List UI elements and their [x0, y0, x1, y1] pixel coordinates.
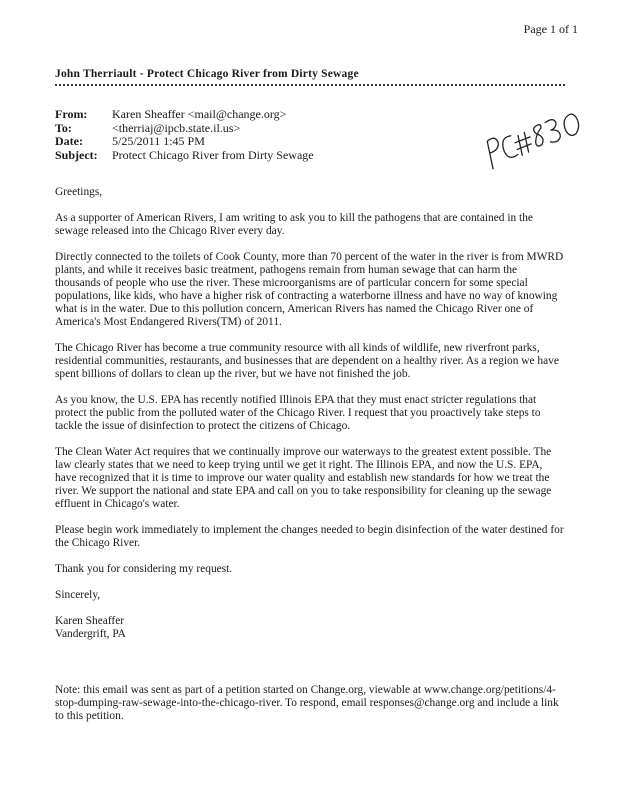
signer-location: Vandergrift, PA [55, 628, 126, 640]
greeting: Greetings, [55, 186, 103, 198]
body-paragraph: As you know, the U.S. EPA has recently notified Illinois EPA that they must enact stricter regulations that protect the public from the polluted water of the Chicago River. I request that you proactively take steps to tackle the issue of disinfection to protect the citizens of Chicago. [55, 394, 541, 432]
body-paragraph: As a supporter of American Rivers, I am writing to ask you to kill the pathogens that are contained in the sewage released into the Chicago River every day. [55, 212, 533, 237]
subject-row [55, 149, 314, 163]
from-value: Karen Sheaffer <mail@change.org> [112, 107, 287, 121]
to-row [55, 122, 314, 136]
body-paragraph: Please begin work immediately to implement the changes needed to begin disinfection of the water destined for the Chicago River. [55, 524, 564, 549]
closing: Sincerely, [55, 589, 101, 601]
subject-label: Subject: [55, 147, 98, 162]
body-paragraph: Thank you for considering my request. [55, 563, 233, 575]
from-label: From: [55, 107, 88, 121]
page-number: Page 1 of 1 [523, 22, 578, 36]
letter-body [55, 186, 565, 641]
from-row [55, 108, 314, 122]
body-paragraph: The Chicago River has become a true community resource with all kinds of wildlife, new riverfront parks, residential communities, restaurants, and businesses that are dependent on a healthy river. As a region we have spent billions of dollars to clean up the river, but we have not finished the job. [55, 342, 559, 380]
body-paragraph: The Clean Water Act requires that we continually improve our waterways to the greatest extent possible. The law clearly states that we need to keep trying until we get it right. The Illinois EPA, and now the U.S. EPA, have recognized that it is time to improve our water quality and establish new standards for how we treat the river. We support the national and state EPA and call on you to take responsibility for cleaning up the sewage effluent in Chicago's water. [55, 446, 552, 510]
handwritten-stamp-drawing [475, 96, 605, 181]
date-label: Date: [55, 134, 83, 148]
signer-name: Karen Sheaffer [55, 615, 125, 627]
to-label: To: [55, 120, 72, 135]
document-title: John Therriault - Protect Chicago River from Dirty Sewage [55, 68, 359, 80]
subject-value: Protect Chicago River from Dirty Sewage [112, 147, 314, 162]
title-divider [55, 84, 565, 86]
email-header-block [55, 108, 314, 162]
footer-note: Note: this email was sent as part of a petition started on Change.org, viewable at www.change.org/petitions/4-stop-dumping-raw-sewage-into-the-chicago-river. To respond, email responses@change.org and include a link to this petition. [55, 684, 559, 722]
date-value: 5/25/2011 1:45 PM [112, 134, 205, 148]
date-row [55, 135, 314, 149]
body-paragraph: Directly connected to the toilets of Cook County, more than 70 percent of the water in the river is from MWRD plants, and while it receives basic treatment, pathogens remain from human sewage that can harm the thousands of people who use the river. These microorganisms are of particular concern for some special populations, like kids, who have a higher risk of contracting a waterborne illness and have no way of knowing what is in the water. Due to this pollution concern, American Rivers has named the Chicago River one of America's Most Endangered Rivers(TM) of 2011. [55, 251, 564, 328]
handwritten-stamp [475, 96, 606, 185]
to-value: <therriaj@ipcb.state.il.us> [112, 120, 241, 135]
